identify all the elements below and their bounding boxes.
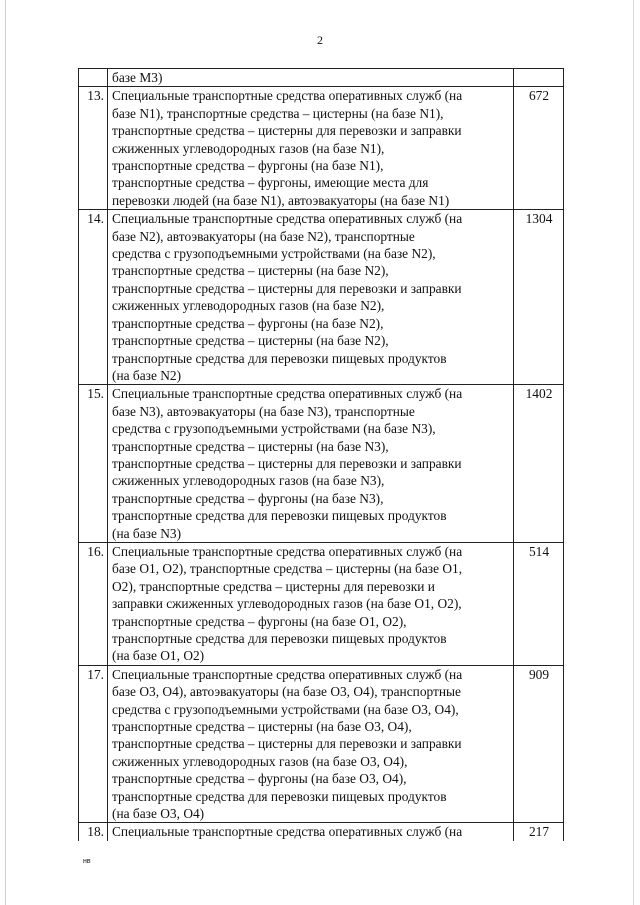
row-description [108,542,514,665]
description-line: средства с грузоподъемными устройствами (на базе O3, O4), [112,701,459,717]
description-line: Специальные транспортные средства оперативных служб (на [112,88,463,104]
row-number: 14. [79,210,108,385]
table-row [79,542,564,665]
description-line: сжиженных углеводородных газов (на базе N3), [112,473,385,489]
description-line: транспортные средства – фургоны (на базе O3, O4), [112,771,407,787]
row-value: 514 [514,542,564,665]
description-line: (на базе O3, O4) [112,806,205,822]
row-value: 217 [514,823,564,841]
vehicle-table-body [79,69,564,841]
description-line: транспортные средства – фургоны (на базе O1, O2), [112,613,407,629]
row-description [108,823,514,841]
description-line: транспортные средства – цистерны (на базе N3), [112,438,389,454]
table-row [79,665,564,823]
row-number: 17. [79,665,108,823]
description-line: транспортные средства для перевозки пищевых продуктов [112,631,447,646]
row-description [108,385,514,543]
description-line: транспортные средства – цистерны (на базе N2), [112,263,389,279]
footer-mark: нв [83,858,91,865]
row-description [108,665,514,823]
description-line: транспортные средства – фургоны (на базе N1), [112,158,384,174]
description-line: Специальные транспортные средства оперативных служб (на [112,386,463,402]
table-row [79,823,564,841]
description-line: транспортные средства – фургоны (на базе N2), [112,315,384,331]
description-line: сжиженных углеводородных газов (на базе N2), [112,298,385,314]
description-line: транспортные средства для перевозки пищевых продуктов [112,350,447,366]
table-row [79,87,564,210]
description-line: средства с грузоподъемными устройствами (на базе N3), [112,421,436,437]
description-line: транспортные средства – цистерны для перевозки и заправки [112,736,462,752]
description-line: заправки сжиженных углеводородных газов (на базе O1, O2), [112,596,462,612]
row-description [108,69,514,87]
description-line: транспортные средства для перевозки пищевых продуктов [112,788,447,804]
description-line: базе N2), автоэвакуаторы (на базе N2), транспортные [112,228,415,244]
description-line: базе М3) [112,70,163,85]
description-line: Специальные транспортные средства оперативных служб (на [112,666,463,682]
row-number: 18. [79,823,108,841]
description-line: транспортные средства – фургоны (на базе N3), [112,490,384,506]
description-line: Специальные транспортные средства оперативных служб (на [112,543,463,559]
table-row [79,210,564,385]
description-line: транспортные средства – цистерны для перевозки и заправки [112,123,462,139]
scan-edge-left [5,0,6,905]
row-number: 16. [79,542,108,665]
description-line: транспортные средства – цистерны (на базе N2), [112,333,389,349]
row-number: 15. [79,385,108,543]
vehicle-table [78,68,564,841]
description-line: (на базе N2) [112,367,182,383]
description-line: транспортные средства – цистерны для перевозки и заправки [112,280,462,296]
description-line: сжиженных углеводородных газов (на базе O3, O4), [112,753,408,769]
description-line: транспортные средства – цистерны для перевозки и заправки [112,455,462,471]
description-line: базе O3, O4), автоэвакуаторы (на базе O3, O4), транспортные [112,684,461,700]
row-value: 909 [514,665,564,823]
row-value: 672 [514,87,564,210]
row-description [108,87,514,210]
page-number: 2 [317,33,323,47]
row-number [79,69,108,87]
row-value [514,69,564,87]
table-row [79,69,564,87]
description-line: транспортные средства – цистерны (на базе O3, O4), [112,719,412,735]
description-line: Специальные транспортные средства оперативных служб (на [112,824,463,840]
description-line: средства с грузоподъемными устройствами (на базе N2), [112,246,436,262]
description-line: сжиженных углеводородных газов (на базе N1), [112,140,385,156]
row-value: 1402 [514,385,564,543]
description-line: транспортные средства – фургоны, имеющие места для [112,175,429,191]
description-line: базе N3), автоэвакуаторы (на базе N3), транспортные [112,403,415,419]
description-line: базе N1), транспортные средства – цистерны (на базе N1), [112,105,444,121]
description-line: Специальные транспортные средства оперативных служб (на [112,211,463,227]
description-line: (на базе N3) [112,525,182,541]
description-line: базе O1, O2), транспортные средства – цистерны (на базе O1, [112,561,463,577]
description-line: O2), транспортные средства – цистерны для перевозки и [112,578,435,594]
scan-edge-right [633,0,634,905]
description-line: (на базе O1, O2) [112,648,205,664]
description-line: транспортные средства для перевозки пищевых продуктов [112,508,447,524]
row-number: 13. [79,87,108,210]
table-row [79,385,564,543]
row-description [108,210,514,385]
row-value: 1304 [514,210,564,385]
description-line: перевозки людей (на базе N1), автоэвакуаторы (на базе N1) [112,192,450,208]
